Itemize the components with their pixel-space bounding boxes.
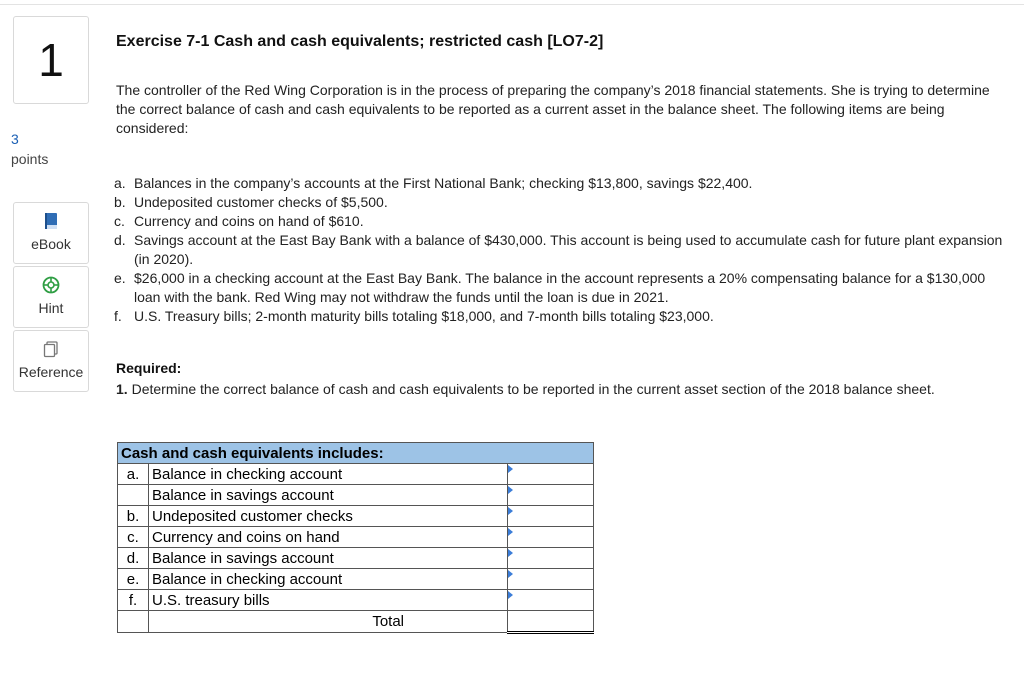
row-letter: b. xyxy=(118,506,149,527)
amount-input[interactable] xyxy=(508,485,593,505)
item-letter: c. xyxy=(114,213,125,229)
reference-label: Reference xyxy=(18,364,84,380)
row-description: Balance in savings account xyxy=(149,548,508,569)
reference-icon xyxy=(42,340,60,358)
row-description: Balance in checking account xyxy=(149,464,508,485)
input-flag-icon xyxy=(508,507,513,515)
hint-button[interactable] xyxy=(13,266,89,328)
points-value: 3 xyxy=(11,131,19,147)
total-input[interactable] xyxy=(508,611,593,631)
table-header: Cash and cash equivalents includes: xyxy=(118,443,594,464)
book-icon xyxy=(42,212,60,230)
amount-cell xyxy=(508,548,594,569)
hint-icon xyxy=(42,276,60,294)
table-row xyxy=(118,485,594,506)
table-row xyxy=(118,527,594,548)
amount-input[interactable] xyxy=(508,506,593,526)
amount-cell xyxy=(508,590,594,611)
table-row xyxy=(118,464,594,485)
amount-cell xyxy=(508,569,594,590)
row-description: Undeposited customer checks xyxy=(149,506,508,527)
list-item xyxy=(114,231,1014,269)
item-text: Balances in the company’s accounts at the First National Bank; checking $13,800, savings $22,400. xyxy=(134,175,753,191)
table-row xyxy=(118,506,594,527)
amount-cell xyxy=(508,464,594,485)
row-letter xyxy=(118,485,149,506)
amount-input[interactable] xyxy=(508,527,593,547)
input-flag-icon xyxy=(508,465,513,473)
list-item xyxy=(114,174,1014,193)
item-letter: b. xyxy=(114,194,126,210)
row-letter: c. xyxy=(118,527,149,548)
row-letter: f. xyxy=(118,590,149,611)
list-item xyxy=(114,193,1014,212)
cash-equivalents-table xyxy=(117,442,594,634)
points-label: points xyxy=(11,151,49,167)
item-text: U.S. Treasury bills; 2-month maturity bills totaling $18,000, and 7-month bills totaling $23,000. xyxy=(134,308,714,324)
item-list xyxy=(114,174,1014,326)
top-divider xyxy=(0,4,1024,5)
required-text xyxy=(116,380,996,399)
row-description: Balance in savings account xyxy=(149,485,508,506)
total-cell xyxy=(508,611,594,633)
item-letter: f. xyxy=(114,308,122,324)
total-label: Total xyxy=(149,611,508,633)
item-text: Currency and coins on hand of $610. xyxy=(134,213,364,229)
row-letter: a. xyxy=(118,464,149,485)
input-flag-icon xyxy=(508,591,513,599)
input-flag-icon xyxy=(508,549,513,557)
required-body: Determine the correct balance of cash and cash equivalents to be reported in the current asset section of the 2018 balance sheet. xyxy=(131,381,935,397)
amount-input[interactable] xyxy=(508,590,593,610)
row-letter: e. xyxy=(118,569,149,590)
row-letter xyxy=(118,611,149,633)
required-number: 1. xyxy=(116,381,128,397)
row-letter: d. xyxy=(118,548,149,569)
question-number: 1 xyxy=(13,16,89,104)
item-letter: a. xyxy=(114,175,126,191)
row-description: U.S. treasury bills xyxy=(149,590,508,611)
amount-cell xyxy=(508,485,594,506)
item-letter: d. xyxy=(114,232,126,248)
ebook-label: eBook xyxy=(31,236,71,252)
list-item xyxy=(114,307,1014,326)
table-row xyxy=(118,590,594,611)
hint-label: Hint xyxy=(38,300,64,316)
reference-button[interactable] xyxy=(13,330,89,392)
required-heading: Required: xyxy=(116,360,182,376)
table-row xyxy=(118,548,594,569)
amount-cell xyxy=(508,506,594,527)
item-letter: e. xyxy=(114,270,126,286)
amount-cell xyxy=(508,527,594,548)
item-text: Savings account at the East Bay Bank with a balance of $430,000. This account is being used to accumulate cash for future plant expansion (in 2020). xyxy=(134,232,1003,267)
list-item xyxy=(114,269,1014,307)
ebook-button[interactable] xyxy=(13,202,89,264)
row-description: Balance in checking account xyxy=(149,569,508,590)
input-flag-icon xyxy=(508,486,513,494)
amount-input[interactable] xyxy=(508,548,593,568)
input-flag-icon xyxy=(508,570,513,578)
exercise-intro: The controller of the Red Wing Corporation is in the process of preparing the company’s 2018 financial statements. She is trying to determine the correct balance of cash and cash equivalents to be reported as a current asset in the balance sheet. The following items are being considered: xyxy=(116,82,990,136)
amount-input[interactable] xyxy=(508,569,593,589)
table-header-row xyxy=(118,443,594,464)
table-row xyxy=(118,569,594,590)
item-text: $26,000 in a checking account at the East Bay Bank. The balance in the account represents a 20% compensating balance for a $130,000 loan with the bank. Red Wing may not withdraw the funds until the loan is due in 2021. xyxy=(134,270,986,305)
item-text: Undeposited customer checks of $5,500. xyxy=(134,194,388,210)
list-item xyxy=(114,212,1014,231)
row-description: Currency and coins on hand xyxy=(149,527,508,548)
exercise-title: Exercise 7-1 Cash and cash equivalents; restricted cash [LO7-2] xyxy=(116,33,604,50)
input-flag-icon xyxy=(508,528,513,536)
amount-input[interactable] xyxy=(508,464,593,484)
total-row xyxy=(118,611,594,633)
